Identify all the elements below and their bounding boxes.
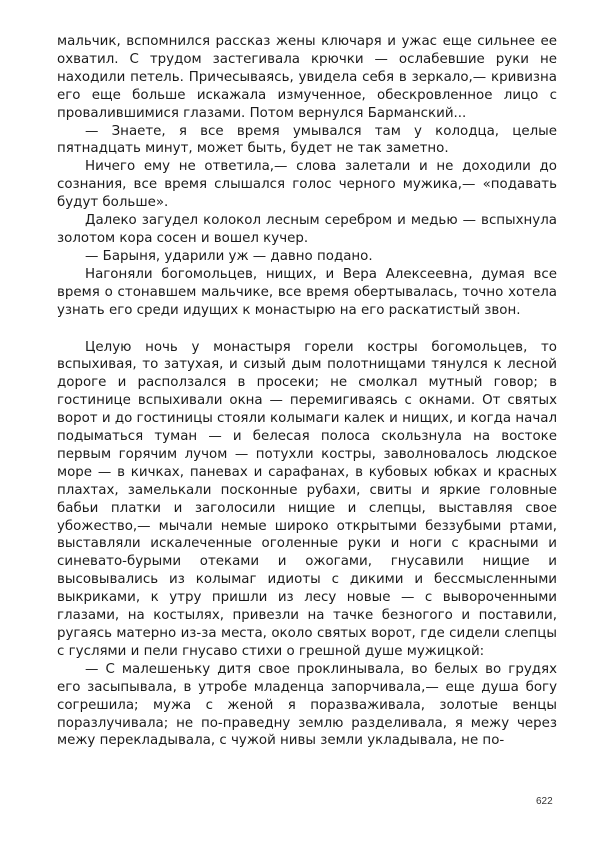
page-number: 622 xyxy=(536,796,553,807)
paragraph-monastery-night: Целую ночь у монастыря горели костры богомольцев, то вспыхивая, то затухая, и сизый дым полотнищами тянулся к лесной дороге и расползался в просеки; не смолкал мутный говор; в гостинице вспыхивали окна — перемигиваясь с окнами. От святых ворот и до гостиницы стояли колымаги калек и нищих, и когда начал подыматься туман — и белесая полоса скользнула на востоке первым горячим лучом — потухли костры, заволновалось людское море — в кичках, паневах и сарафанах, в кубовых юбках и красных плахтах, замелькали посконные рубахи, свиты и яркие головные бабьи платки и заголосили нищие и слепцы, выставляя свое убожество,— мычали немые широко открытыми беззубыми ртами, выставляли искалеченные оголенные руки и ноги с красными и синевато-бурыми отеками и ожогами, гнусавили нищие и высовывались из колымаг идиоты с дикими и бессмысленными выкриками, к утру пришли из лесу новые — с вывороченными глазами, на костылях, привезли на тачке безногого и поставили, ругаясь матерно из-за места, около святых ворот, где сидели слепцы с гуслями и пели гнусаво стихи о грешной душе мужицкой: xyxy=(57,339,557,659)
paragraph-dialogue-washing: — Знаете, я все время умывался там у колодца, целые пятнадцать минут, может быть, будет не так заметно. xyxy=(57,123,557,157)
section-break xyxy=(57,320,557,339)
paragraph-dialogue-coachman: — Барыня, ударили уж — давно подано. xyxy=(85,248,373,264)
paragraph-pilgrims: Нагоняли богомольцев, нищих, и Вера Алексеевна, думая все время о стонавшем мальчике, все время обертывалась, точно хотела узнать его среди идущих к монастырю на его раскатистый звон. xyxy=(57,266,557,318)
paragraph-no-answer: Ничего ему не ответила,— слова залетали и не доходили до сознания, все время слышался голос черного мужика,— «подавать будут больше». xyxy=(57,159,557,211)
paragraph-verse: — С малешеньку дитя свое проклинывала, во белых во грудях его засыпывала, в утробе младенца запорчивала,— еще душа богу согрешила; мужа с женой я поразваживала, золотые венцы поразлучивала; не по-праведну землю разделивала, я межу через межу перекладывала, с чужой нивы земли укладывала, не по- xyxy=(57,661,557,749)
body-text xyxy=(57,33,557,750)
paragraph-continuation: мальчик, вспомнился рассказ жены ключаря и ужас еще сильнее ее охватил. С трудом застегивала крючки — ослабевшие руки не находили петель. Причесываясь, увидела себя в зеркало,— кривизна его еще больше искажала измученное, обескровленное лицо с провалившимися глазами. Потом вернулся Барманский... xyxy=(57,34,557,121)
paragraph-bell: Далеко загудел колокол лесным серебром и медью — вспыхнула золотом кора сосен и вошел кучер. xyxy=(57,213,557,246)
